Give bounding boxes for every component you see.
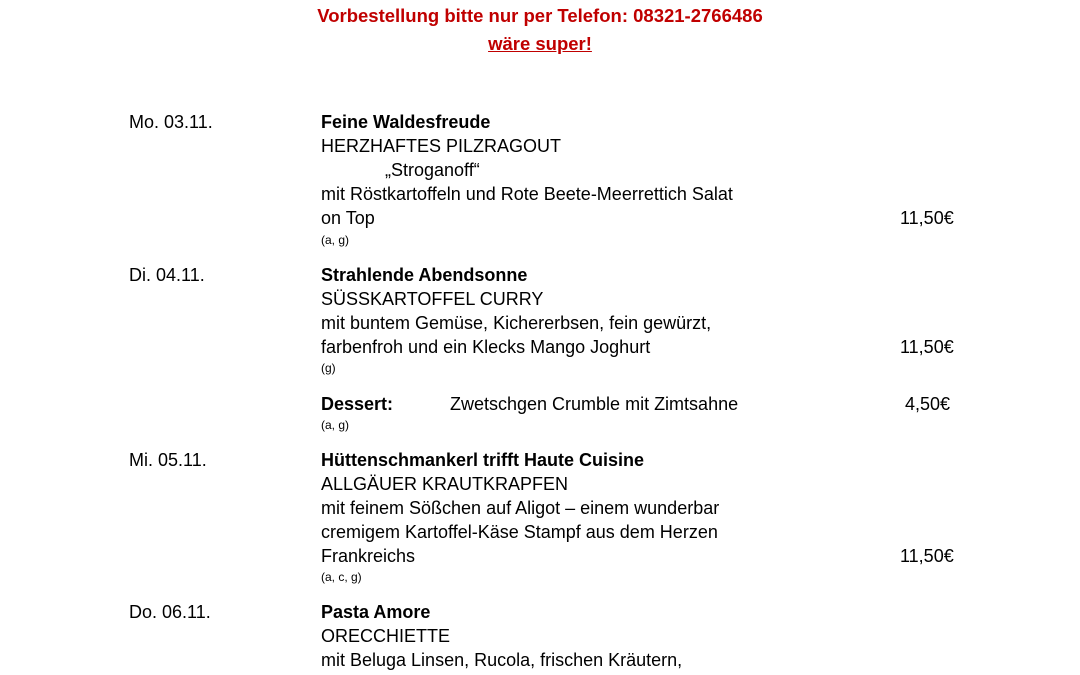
dish-name-thursday: ORECCHIETTE bbox=[321, 626, 451, 646]
price-monday: 11,50€ bbox=[900, 208, 954, 228]
allergens-tuesday: (g) bbox=[321, 361, 336, 375]
dish-desc-wednesday-3: Frankreichs bbox=[321, 546, 416, 566]
dish-desc-wednesday-1: mit feinem Sößchen auf Aligot – einem wunderbar bbox=[321, 498, 720, 518]
dessert-price: 4,50€ bbox=[905, 394, 951, 414]
allergens-wednesday: (a, c, g) bbox=[321, 570, 362, 584]
dessert-label: Dessert: bbox=[321, 394, 394, 414]
dish-desc-thursday-1: mit Beluga Linsen, Rucola, frischen Kräutern, bbox=[321, 650, 683, 670]
price-tuesday: 11,50€ bbox=[900, 337, 954, 357]
dessert-allergens: (a, g) bbox=[321, 418, 350, 432]
dish-desc-monday-2: on Top bbox=[321, 208, 375, 228]
date-monday: Mo. 03.11. bbox=[129, 112, 213, 132]
date-wednesday: Mi. 05.11. bbox=[129, 450, 207, 470]
dish-desc-tuesday-2: farbenfroh und ein Klecks Mango Joghurt bbox=[321, 337, 651, 357]
dessert-name: Zwetschgen Crumble mit Zimtsahne bbox=[450, 394, 739, 414]
date-thursday: Do. 06.11. bbox=[129, 602, 211, 622]
dish-subtitle-monday: „Stroganoff“ bbox=[385, 160, 480, 180]
dish-name-wednesday: ALLGÄUER KRAUTKRAPFEN bbox=[321, 474, 569, 494]
dish-title-monday: Feine Waldesfreude bbox=[321, 112, 491, 132]
dish-name-monday: HERZHAFTES PILZRAGOUT bbox=[321, 136, 562, 156]
notice-note: wäre super! bbox=[488, 33, 592, 54]
date-tuesday: Di. 04.11. bbox=[129, 265, 205, 285]
dish-desc-monday-1: mit Röstkartoffeln und Rote Beete-Meerrettich Salat bbox=[321, 184, 733, 204]
dish-title-tuesday: Strahlende Abendsonne bbox=[321, 265, 528, 285]
allergens-monday: (a, g) bbox=[321, 233, 350, 247]
price-wednesday: 11,50€ bbox=[900, 546, 954, 566]
dish-desc-tuesday-1: mit buntem Gemüse, Kichererbsen, fein gewürzt, bbox=[321, 313, 712, 333]
dish-title-wednesday: Hüttenschmankerl trifft Haute Cuisine bbox=[321, 450, 645, 470]
dish-title-thursday: Pasta Amore bbox=[321, 602, 431, 622]
dish-name-tuesday: SÜSSKARTOFFEL CURRY bbox=[321, 289, 544, 309]
dish-desc-wednesday-2: cremigem Kartoffel-Käse Stampf aus dem Herzen bbox=[321, 522, 718, 542]
phone-order-notice: Vorbestellung bitte nur per Telefon: 08321-2766486 bbox=[317, 5, 763, 26]
